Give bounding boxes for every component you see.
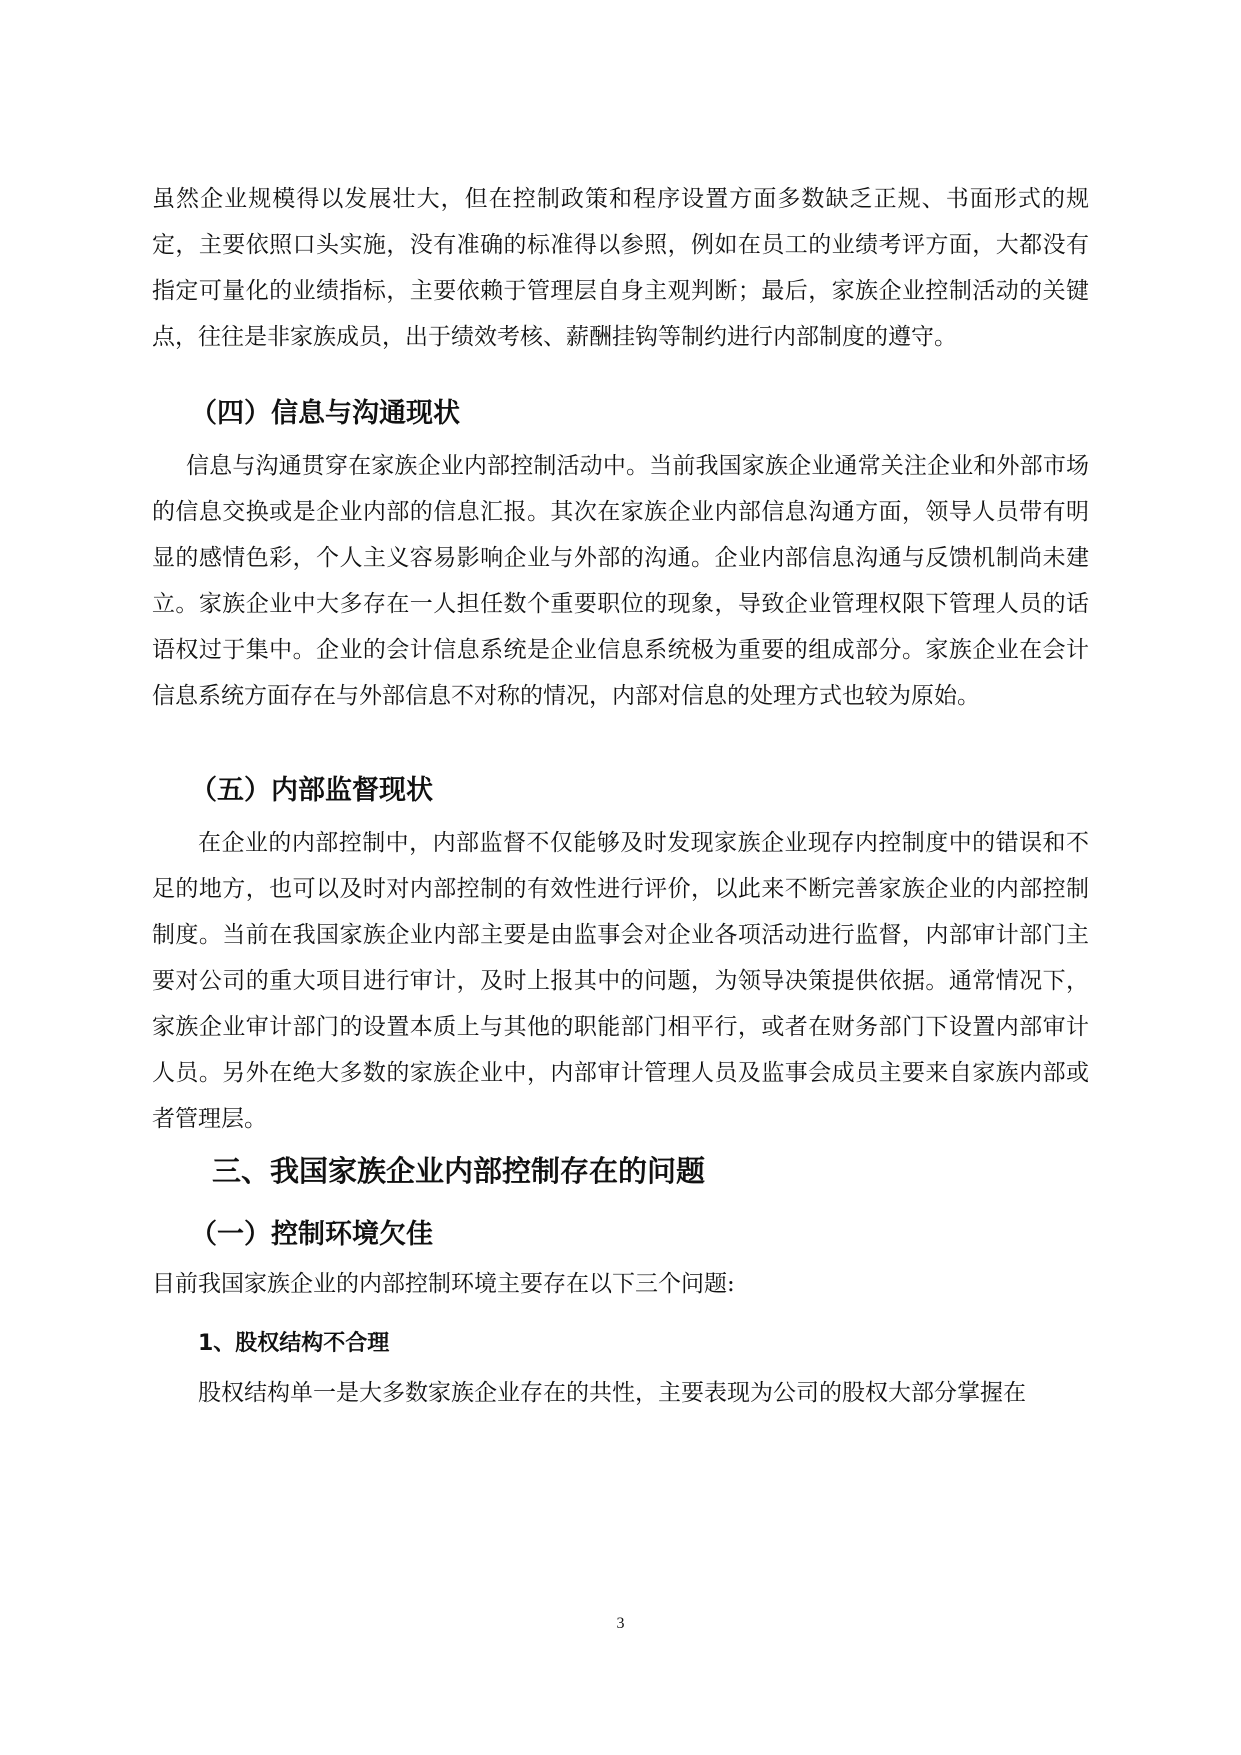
- page-number: 3: [616, 1615, 625, 1632]
- section-5-body: 在企业的内部控制中，内部监督不仅能够及时发现家族企业现存内控制度中的错误和不足的地方，也可以及时对内部控制的有效性进行评价，以此来不断完善家族企业的内部控制制度。当前在我国家族企业内部主要是由监事会对企业各项活动进行监督，内部审计部门主要对公司的重大项目进行审计，及时上报其中的问题，为领导决策提供依据。通常情况下，家族企业审计部门的设置本质上与其他的职能部门相平行，或者在财务部门下设置内部审计人员。另外在绝大多数的家族企业中，内部审计管理人员及监事会成员主要来自家族内部或者管理层。: [152, 830, 1089, 1132]
- section-4-body: 信息与沟通贯穿在家族企业内部控制活动中。当前我国家族企业通常关注企业和外部市场的信息交换或是企业内部的信息汇报。其次在家族企业内部信息沟通方面，领导人员带有明显的感情色彩，个人主义容易影响企业与外部的沟通。企业内部信息沟通与反馈机制尚未建立。家族企业中大多存在一人担任数个重要职位的现象，导致企业管理权限下管理人员的话语权过于集中。企业的会计信息系统是企业信息系统极为重要的组成部分。家族企业在会计信息系统方面存在与外部信息不对称的情况，内部对信息的处理方式也较为原始。: [152, 453, 1089, 709]
- subsection-1-heading: （一）控制环境欠佳: [190, 1219, 433, 1250]
- item-1-heading: 1、股权结构不合理: [198, 1331, 390, 1356]
- subsection-1-intro: 目前我国家族企业的内部控制环境主要存在以下三个问题:: [152, 1271, 735, 1297]
- section-4-heading: （四）信息与沟通现状: [190, 398, 460, 429]
- section-5-heading: （五）内部监督现状: [190, 775, 433, 806]
- continuation-paragraph: 虽然企业规模得以发展壮大，但在控制政策和程序设置方面多数缺乏正规、书面形式的规定，主要依照口头实施，没有准确的标准得以参照，例如在员工的业绩考评方面，大都没有指定可量化的业绩指标，主要依赖于管理层自身主观判断；最后，家族企业控制活动的关键点，往往是非家族成员，出于绩效考核、薪酬挂钩等制约进行内部制度的遵守。: [152, 186, 1089, 350]
- item-1-body: 股权结构单一是大多数家族企业存在的共性，主要表现为公司的股权大部分掌握在: [198, 1380, 1026, 1406]
- chapter-3-heading: 三、我国家族企业内部控制存在的问题: [212, 1154, 706, 1188]
